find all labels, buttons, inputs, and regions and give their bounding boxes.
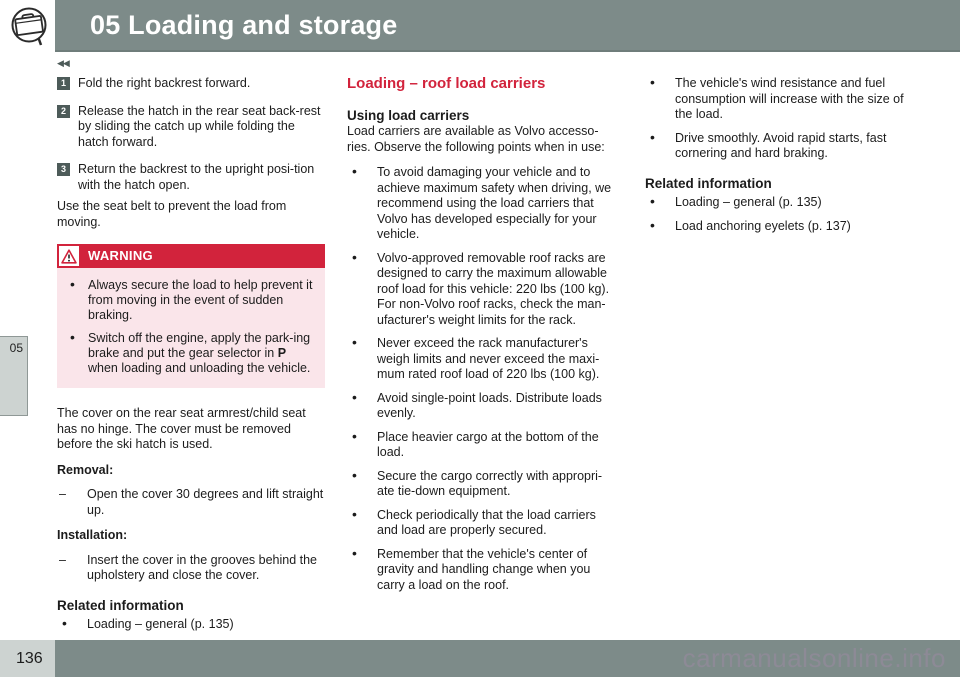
related-information-heading: Related information: [57, 597, 184, 613]
chapter-tab-05: 05: [0, 336, 28, 416]
warning-item-text: Always secure the load to help prevent it from moving in the event of sudden braking.: [88, 278, 313, 322]
watermark-text: carmanualsonline.info: [682, 643, 946, 673]
warning-title: WARNING: [88, 248, 153, 264]
footer-page-block: [0, 640, 55, 677]
cover-paragraph: The cover on the rear seat armrest/child seat has no hinge. The cover must be removed before the ski hatch is used.: [57, 406, 306, 451]
step-text: Return the backrest to the upright posi-tion with the hatch open.: [78, 162, 315, 192]
related-item: • Loading – general (p. 135): [645, 195, 911, 211]
warning-item-text: Switch off the engine, apply the park-ing brake and put the gear selector in: [88, 331, 311, 360]
removal-step: – Open the cover 30 degrees and lift straight up.: [57, 487, 325, 518]
column-middle: [347, 76, 615, 601]
footer: [0, 640, 960, 677]
bullet-item: • Avoid single-point loads. Distribute loads evenly.: [347, 391, 615, 422]
bullet-item: • Remember that the vehicle's center of gravity and handling change when you carry a load on the roof.: [347, 547, 615, 594]
section-title: Loading – roof load carriers: [347, 75, 546, 92]
warning-item-text: when loading and unloading the vehicle.: [88, 361, 311, 375]
page-number: 136: [16, 649, 43, 667]
step-number-badge: 2: [57, 105, 70, 118]
intro-paragraph: Load carriers are available as Volvo accesso-ries. Observe the following points when in use:: [347, 124, 605, 154]
warning-triangle-icon: [59, 246, 79, 266]
related-item: • Loading – general (p. 135): [57, 617, 325, 633]
step-item: [57, 104, 325, 151]
bullet-item: • To avoid damaging your vehicle and to achieve maximum safety when driving, we recommend using the load carriers that Volvo has developed especially for your vehicle.: [347, 165, 615, 243]
related-item: • Load anchoring eyelets (p. 137): [645, 219, 911, 235]
continuation-arrows-icon: ◀◀: [57, 58, 69, 68]
step-number-badge: 3: [57, 163, 70, 176]
step-item: [57, 76, 325, 92]
bullet-item: • Never exceed the rack manufacturer's weigh limits and never exceed the maxi-mum rated roof load of 220 lbs (100 kg).: [347, 336, 615, 383]
bullet-item: • Drive smoothly. Avoid rapid starts, fast cornering and hard braking.: [645, 131, 911, 162]
bullet-item: • The vehicle's wind resistance and fuel consumption will increase with the size of the load.: [645, 76, 911, 123]
seatbelt-note: Use the seat belt to prevent the load from moving.: [57, 199, 287, 229]
warning-body: [57, 268, 325, 388]
step-number-badge: 1: [57, 77, 70, 90]
step-text: Release the hatch in the rear seat back-rest by sliding the catch up while folding the hatch forward.: [78, 103, 321, 149]
subsection-title: Using load carriers: [347, 107, 470, 123]
related-information-heading: Related information: [645, 175, 772, 191]
page-title: 05 Loading and storage: [90, 9, 398, 40]
warning-item: [67, 331, 313, 376]
step-item: [57, 162, 325, 193]
warning-box: [57, 244, 325, 388]
column-left: [57, 76, 325, 641]
suitcase-icon: [2, 0, 54, 52]
step-text: Fold the right backrest forward.: [78, 76, 251, 90]
installation-heading: Installation:: [57, 528, 128, 542]
removal-heading: Removal:: [57, 462, 114, 477]
warning-item: [67, 278, 313, 323]
installation-step: – Insert the cover in the grooves behind the upholstery and close the cover.: [57, 553, 325, 584]
bullet-item: • Check periodically that the load carriers and load are properly secured.: [347, 508, 615, 539]
bullet-item: • Place heavier cargo at the bottom of the load.: [347, 430, 615, 461]
footer-bar: [55, 640, 960, 677]
chapter-icon-box: [0, 0, 55, 52]
bullet-item: • Volvo-approved removable roof racks are designed to carry the maximum allowable roof load for this vehicle: 220 lbs (100 kg). For non-Volvo roof racks, check the man-ufacturer's weight limits for the rack.: [347, 251, 615, 329]
gear-position-p: P: [277, 346, 287, 360]
bullet-item: • Secure the cargo correctly with appropri-ate tie-down equipment.: [347, 469, 615, 500]
page-header: [0, 0, 960, 52]
warning-header: [57, 244, 325, 268]
column-right: [645, 76, 911, 242]
